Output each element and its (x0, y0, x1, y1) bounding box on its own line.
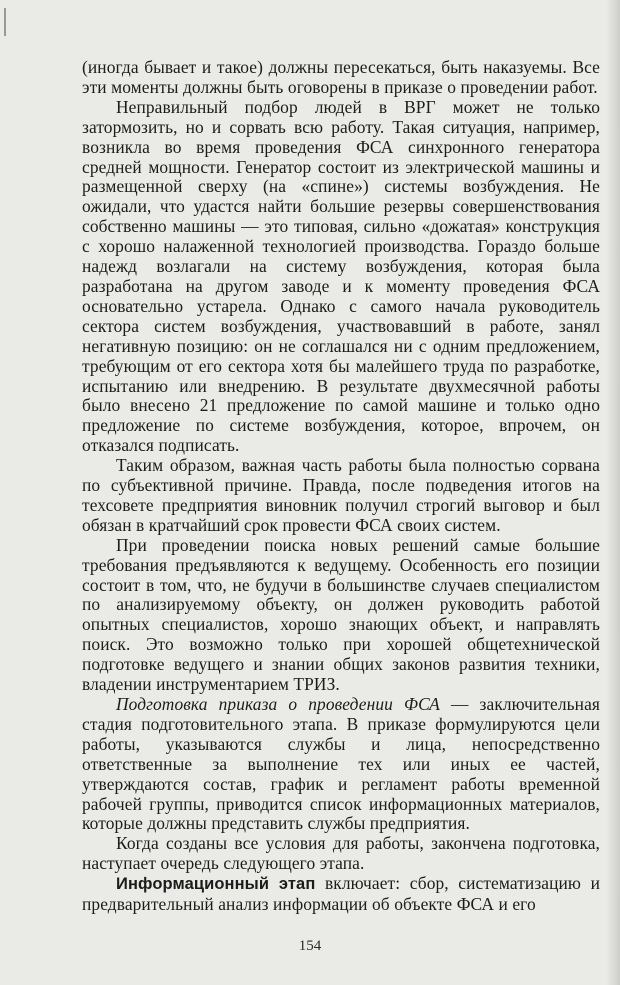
paragraph-continued: (иногда бывает и такое) должны пересекаться, быть наказуемы. Все эти моменты должны быть оговорены в приказе о проведении работ. (82, 57, 600, 97)
order-preparation-text: — заключительная стадия подготовительного этапа. В приказе формулируются цели работы, указываются службы и лица, непосредственно ответственные за выполнение тех или иных ее частей, утверждаются состав, график и регламент работы временной рабочей группы, приводится список информационных материалов, которые должны представить службы предприятия. (82, 694, 600, 834)
scan-mark (4, 8, 6, 36)
page-edge-shadow (606, 0, 620, 985)
paragraph-information-stage (82, 874, 600, 915)
paragraph-next-stage: Когда созданы все условия для работы, закончена подготовка, наступает очередь следующего этапа. (82, 833, 600, 874)
page-number: 154 (298, 938, 322, 954)
page-body-text (82, 58, 600, 915)
paragraph-leader-requirements: При проведении поиска новых решений самые большие требования предъявляются к ведущему. Особенность его позиции состоит в том, что, не будучи в большинстве случаев специалистом по анализируемому объекту, он должен руководить работой опытных специалистов, хорошо знающих объект, и направлять поиск. Это возможно только при хорошей общетехнической подготовке ведущего и знании общих законов развития техники, владении инструментарием ТРИЗ. (82, 534, 600, 695)
paragraph-wrong-selection: Неправильный подбор людей в ВРГ может не только затормозить, но и сорвать всю работу. Такая ситуация, например, возникла во время проведения ФСА синхронного генератора средней мощности. Генератор состоит из электрической машины и размещенной сверху (на «спине») системы возбуждения. Не ожидали, что удастся найти большие резервы совершенствования собственно машины — это типовая, сильно «дожатая» конструкция с хорошо налаженной технологией производства. Гораздо больше надежд возлагали на систему возбуждения, которая была разработана на другом заводе и к моменту проведения ФСА основательно устарела. Однако с самого начала руководитель сектора систем возбуждения, участвовавший в работе, занял негативную позицию: он не соглашался ни с одним предложением, требующим от его сектора хотя бы малейшего труда по разработке, испытанию или внедрению. В результате двухмесячной работы было внесено 21 предложение по самой машине и только одно предложение по системе возбуждения, которое, впрочем, он отказался подписать. (82, 96, 600, 456)
paragraph-order-preparation (82, 695, 600, 834)
information-stage-text: включает: сбор, систематизацию и предварительный анализ информации об объекте ФСА и его (82, 873, 600, 915)
information-stage-heading: Информационный этап (116, 875, 316, 894)
paragraph-conclusion: Таким образом, важная часть работы была полностью сорвана по субъективной причине. Правда, после подведения итогов на техсовете предприятия виновник получил строгий выговор и был обязан в кратчайший срок провести ФСА своих систем. (82, 455, 600, 535)
order-preparation-heading: Подготовка приказа о проведении ФСА (116, 694, 440, 714)
